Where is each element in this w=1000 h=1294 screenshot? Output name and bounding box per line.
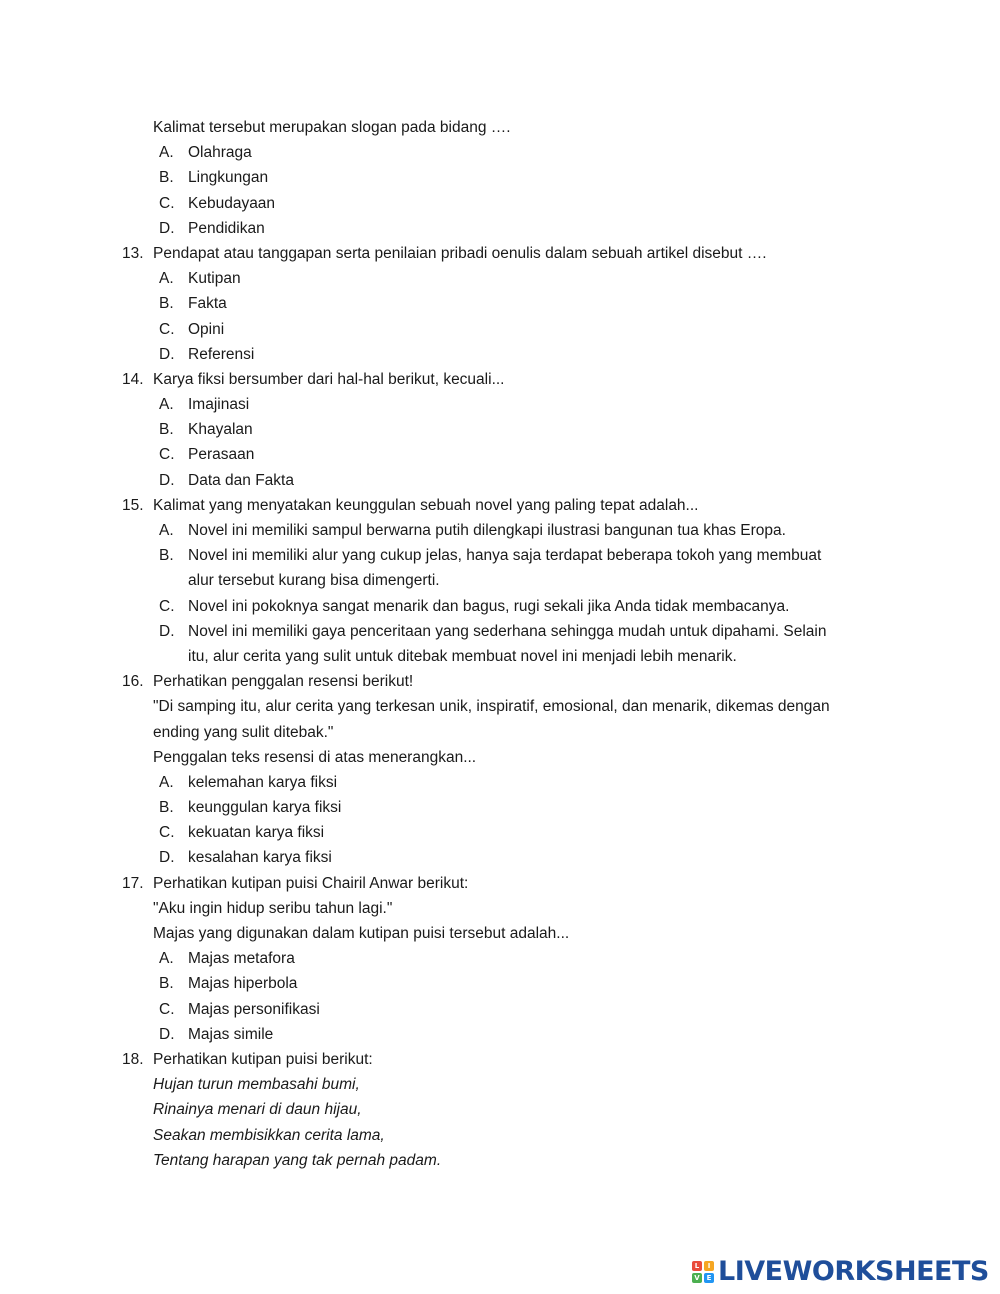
question-stem: Perhatikan kutipan puisi berikut: <box>153 1050 373 1068</box>
question-15 <box>0 493 1000 518</box>
poem-line <box>0 1123 1000 1148</box>
option-letter: B. <box>159 547 174 565</box>
option-text-continuation: alur tersebut kurang bisa dimengerti. <box>188 572 440 590</box>
question-stem: Kalimat tersebut merupakan slogan pada bidang …. <box>153 119 511 136</box>
option-c[interactable] <box>0 594 1000 619</box>
option-letter: D. <box>159 345 175 363</box>
option-letter: C. <box>159 320 175 338</box>
question-14 <box>0 367 1000 392</box>
poem-line-text: Rinainya menari di daun hijau, <box>153 1101 362 1119</box>
option-b[interactable] <box>0 543 1000 568</box>
option-letter: D. <box>159 849 175 867</box>
option-d[interactable] <box>0 845 1000 870</box>
option-letter: C. <box>159 446 175 464</box>
option-a[interactable] <box>0 770 1000 795</box>
liveworksheets-logo[interactable] <box>692 1256 989 1287</box>
option-d[interactable] <box>0 619 1000 644</box>
option-text: Fakta <box>188 295 227 313</box>
option-letter: C. <box>159 597 175 615</box>
option-text: Opini <box>188 320 225 338</box>
question-18 <box>0 1047 1000 1072</box>
option-d[interactable] <box>0 342 1000 367</box>
option-d[interactable] <box>0 216 1000 241</box>
option-letter: A. <box>159 773 174 791</box>
question-prompt-line <box>0 921 1000 946</box>
option-b[interactable] <box>0 165 1000 190</box>
poem-line-text: Hujan turun membasahi bumi, <box>153 1076 360 1094</box>
option-letter: B. <box>159 295 174 313</box>
option-text: Majas metafora <box>188 950 295 968</box>
logo-mark-tile: E <box>704 1273 714 1283</box>
option-text: Novel ini memiliki gaya penceritaan yang sederhana sehingga mudah untuk dipahami. Selain <box>188 622 827 640</box>
question-prompt: Penggalan teks resensi di atas menerangkan... <box>153 748 477 766</box>
option-text: Olahraga <box>188 144 252 162</box>
logo-mark-tile: V <box>692 1273 702 1283</box>
worksheet-page <box>0 115 1000 1173</box>
poem-line-text: Seakan membisikkan cerita lama, <box>153 1126 385 1144</box>
quote-line <box>0 694 1000 719</box>
poem-line-text: Tentang harapan yang tak pernah padam. <box>153 1151 442 1169</box>
option-b[interactable] <box>0 795 1000 820</box>
question-16 <box>0 669 1000 694</box>
quote-line <box>0 720 1000 745</box>
option-text: kesalahan karya fiksi <box>188 849 332 867</box>
question-prompt-line <box>0 745 1000 770</box>
question-13 <box>0 241 1000 266</box>
option-text: Novel ini memiliki sampul berwarna putih dilengkapi ilustrasi bangunan tua khas Eropa. <box>188 522 786 539</box>
option-text: Kebudayaan <box>188 194 276 212</box>
question-number: 13. <box>122 244 144 262</box>
option-d-continuation <box>0 644 1000 669</box>
option-c[interactable] <box>0 997 1000 1022</box>
option-letter: A. <box>159 396 174 414</box>
question-number: 16. <box>122 673 144 691</box>
review-quote: "Di samping itu, alur cerita yang terkesan unik, inspiratif, emosional, dan menarik, dikemas dengan <box>153 698 830 716</box>
option-letter: C. <box>159 1000 175 1018</box>
option-letter: D. <box>159 219 175 237</box>
option-b[interactable] <box>0 417 1000 442</box>
option-letter: A. <box>159 950 174 968</box>
option-letter: D. <box>159 1025 175 1043</box>
option-b[interactable] <box>0 971 1000 996</box>
option-letter: A. <box>159 144 174 162</box>
option-text: Pendidikan <box>188 219 265 237</box>
question-stem: Pendapat atau tanggapan serta penilaian pribadi oenulis dalam sebuah artikel disebut …. <box>153 244 767 262</box>
option-a[interactable] <box>0 946 1000 971</box>
question-stem: Perhatikan kutipan puisi Chairil Anwar berikut: <box>153 874 469 892</box>
quote-line <box>0 896 1000 921</box>
option-c[interactable] <box>0 820 1000 845</box>
question-number: 15. <box>122 496 144 514</box>
option-text: Lingkungan <box>188 169 269 187</box>
question-number: 14. <box>122 370 144 388</box>
question-17 <box>0 871 1000 896</box>
option-c[interactable] <box>0 191 1000 216</box>
option-a[interactable] <box>0 518 1000 543</box>
option-b[interactable] <box>0 291 1000 316</box>
option-a[interactable] <box>0 392 1000 417</box>
option-text: kekuatan karya fiksi <box>188 824 325 842</box>
option-text: Kutipan <box>188 270 241 288</box>
review-quote: ending yang sulit ditebak." <box>153 723 334 741</box>
option-letter: D. <box>159 471 175 489</box>
option-b-continuation <box>0 568 1000 593</box>
poem-line <box>0 1072 1000 1097</box>
logo-text: LIVEWORKSHEETS <box>718 1256 989 1287</box>
option-text: Imajinasi <box>188 396 250 414</box>
option-a[interactable] <box>0 266 1000 291</box>
option-text: keunggulan karya fiksi <box>188 799 342 817</box>
option-text: Majas hiperbola <box>188 975 298 993</box>
question-stem: Perhatikan penggalan resensi berikut! <box>153 673 414 691</box>
question-stem: Karya fiksi bersumber dari hal-hal berikut, kecuali... <box>153 370 505 388</box>
question-number: 18. <box>122 1050 144 1068</box>
option-letter: B. <box>159 421 174 439</box>
option-text: Perasaan <box>188 446 255 464</box>
option-text: Data dan Fakta <box>188 471 294 489</box>
option-text: Novel ini pokoknya sangat menarik dan bagus, rugi sekali jika Anda tidak membacanya. <box>188 597 790 615</box>
option-letter: A. <box>159 270 174 288</box>
option-letter: B. <box>159 169 174 187</box>
option-letter: A. <box>159 522 174 539</box>
poem-line <box>0 1148 1000 1173</box>
option-a[interactable] <box>0 140 1000 165</box>
question-stem: Kalimat yang menyatakan keunggulan sebuah novel yang paling tepat adalah... <box>153 496 699 514</box>
option-letter: C. <box>159 194 175 212</box>
option-text: Referensi <box>188 345 255 363</box>
option-d[interactable] <box>0 1022 1000 1047</box>
option-text: Novel ini memiliki alur yang cukup jelas, hanya saja terdapat beberapa tokoh yang membuat <box>188 547 822 565</box>
option-letter: B. <box>159 975 174 993</box>
option-d[interactable] <box>0 468 1000 493</box>
option-text: Majas personifikasi <box>188 1000 320 1018</box>
poem-quote: "Aku ingin hidup seribu tahun lagi." <box>153 899 393 917</box>
question-prompt: Majas yang digunakan dalam kutipan puisi tersebut adalah... <box>153 925 570 942</box>
option-c[interactable] <box>0 317 1000 342</box>
question-12-stem-line <box>0 115 1000 140</box>
logo-mark-tile: I <box>704 1261 714 1271</box>
question-number: 17. <box>122 874 144 892</box>
option-text: kelemahan karya fiksi <box>188 773 338 791</box>
poem-line <box>0 1097 1000 1122</box>
option-text: Khayalan <box>188 421 253 439</box>
option-letter: B. <box>159 799 174 817</box>
option-c[interactable] <box>0 442 1000 467</box>
option-letter: D. <box>159 622 175 640</box>
option-text-continuation: itu, alur cerita yang sulit untuk ditebak membuat novel ini menjadi lebih menarik. <box>188 647 737 665</box>
logo-mark-icon <box>692 1261 714 1283</box>
logo-mark-tile: L <box>692 1261 702 1271</box>
option-letter: C. <box>159 824 175 842</box>
option-text: Majas simile <box>188 1025 274 1043</box>
